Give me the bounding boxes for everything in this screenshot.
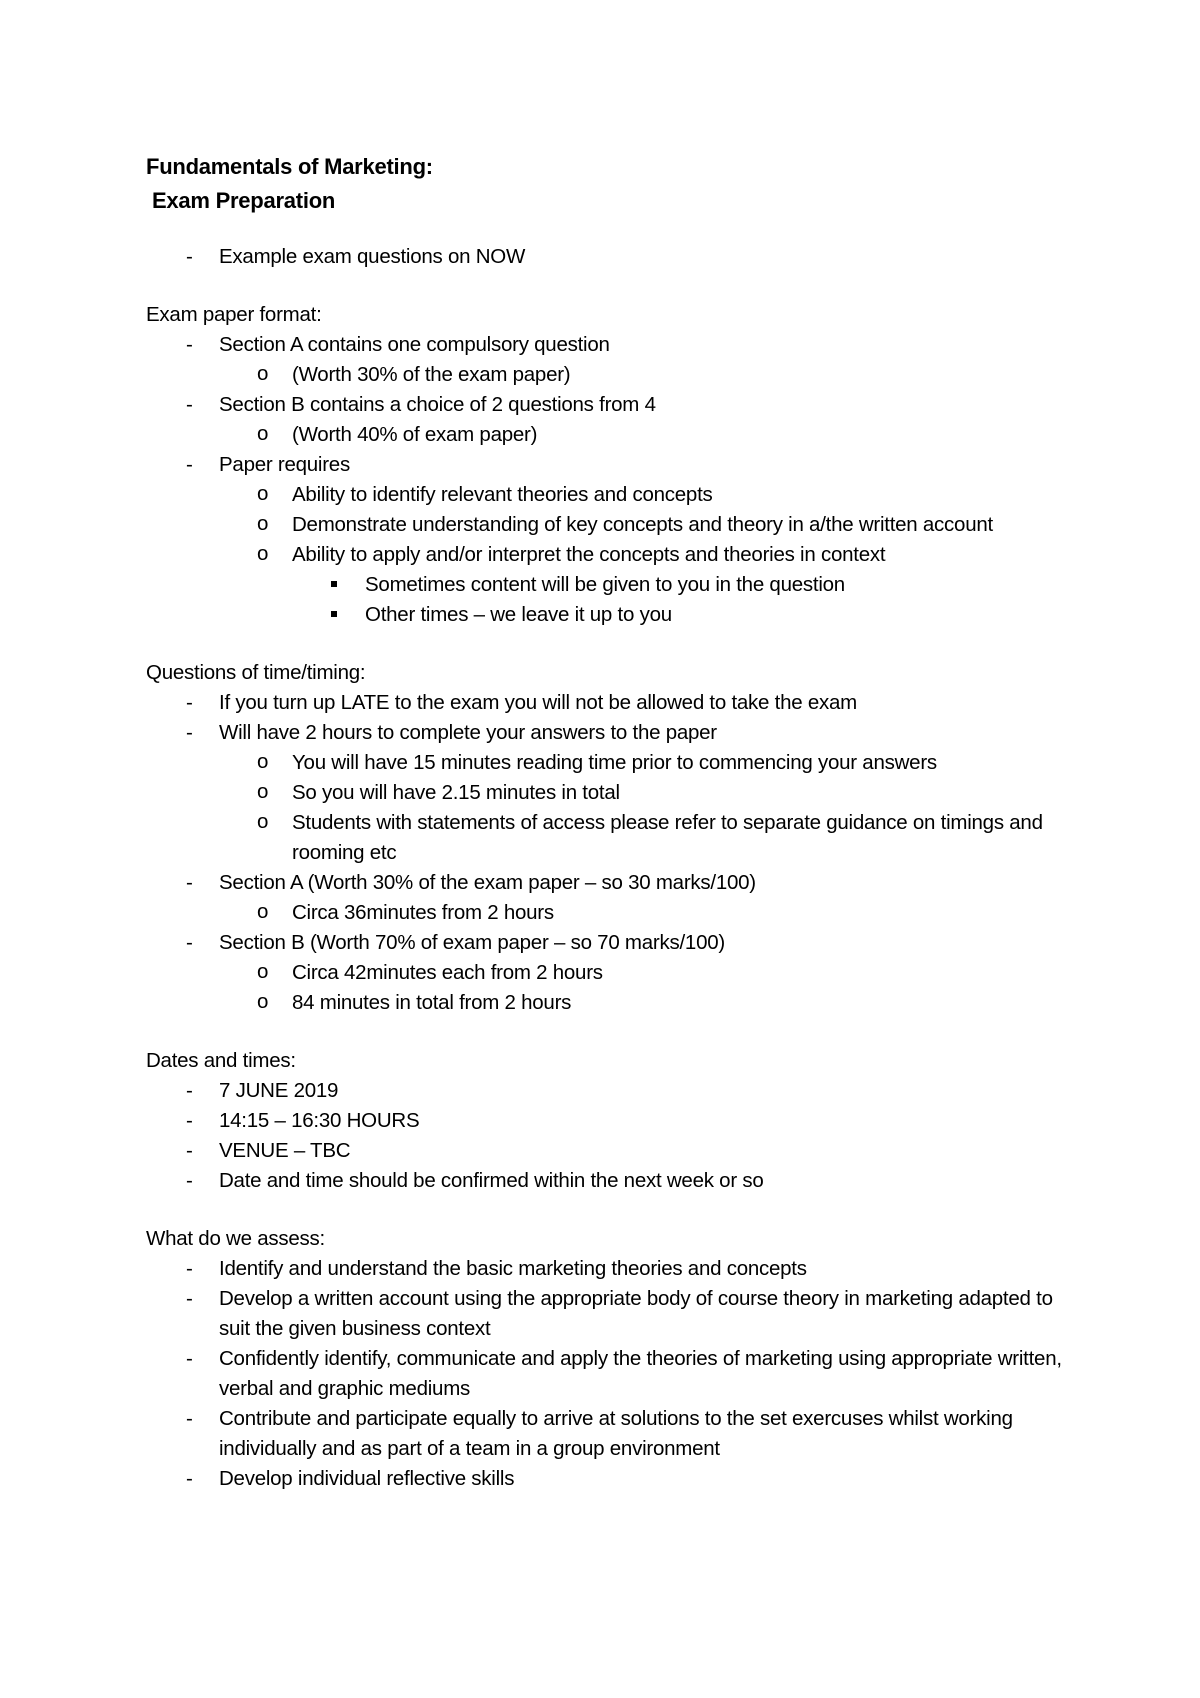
sub-list-item: o (Worth 30% of the exam paper)	[219, 360, 1066, 390]
sub-sub-list-item: Sometimes content will be given to you in the question	[292, 570, 1066, 600]
list-item: - 7 JUNE 2019	[146, 1076, 1066, 1106]
sub-list-item: o Demonstrate understanding of key concepts and theory in a/the written account	[219, 510, 1066, 540]
document-title: Fundamentals of Marketing:	[146, 154, 433, 179]
list-item: - Develop a written account using the appropriate body of course theory in marketing adapted to suit the given business context	[146, 1284, 1066, 1344]
list-item: - Will have 2 hours to complete your answers to the paper o You will have 15 minutes reading time prior to commencing your answers o So you will have 2.15 minutes in total o Students with statements of access please refer to separate guidance on timings and rooming etc	[146, 718, 1066, 868]
list-item: - Section A (Worth 30% of the exam paper – so 30 marks/100) o Circa 36minutes from 2 hours	[146, 868, 1066, 928]
list-item: - If you turn up LATE to the exam you will not be allowed to take the exam	[146, 688, 1066, 718]
list-item: - Section B (Worth 70% of exam paper – so 70 marks/100) o Circa 42minutes each from 2 hours o 84 minutes in total from 2 hours	[146, 928, 1066, 1018]
sub-sub-list-item: Other times – we leave it up to you	[292, 600, 1066, 630]
section-heading-assess: What do we assess:	[146, 1227, 325, 1250]
sub-list-item: o (Worth 40% of exam paper)	[219, 420, 1066, 450]
sub-list-item: o Ability to identify relevant theories and concepts	[219, 480, 1066, 510]
sub-list-item: o Ability to apply and/or interpret the concepts and theories in context Sometimes content will be given to you in the question Other times – we leave it up to you	[219, 540, 1066, 630]
sub-list-item: o So you will have 2.15 minutes in total	[219, 778, 1066, 808]
document-subtitle: Exam Preparation	[152, 188, 336, 213]
list-item: - 14:15 – 16:30 HOURS	[146, 1106, 1066, 1136]
sub-list-item: o Students with statements of access please refer to separate guidance on timings and rooming etc	[219, 808, 1066, 868]
list-item: - Date and time should be confirmed within the next week or so	[146, 1166, 1066, 1196]
list-item: - Section B contains a choice of 2 questions from 4 o (Worth 40% of exam paper)	[146, 390, 1066, 450]
assess-list	[146, 1254, 1066, 1494]
section-heading-format: Exam paper format:	[146, 303, 322, 326]
list-item: - Example exam questions on NOW	[146, 242, 1066, 272]
timing-list	[146, 688, 1066, 1018]
sub-list-item: o 84 minutes in total from 2 hours	[219, 988, 1066, 1018]
document-page	[146, 150, 1066, 1494]
sub-list-item: o You will have 15 minutes reading time prior to commencing your answers	[219, 748, 1066, 778]
section-heading-dates: Dates and times:	[146, 1049, 296, 1072]
sub-list-item: o Circa 36minutes from 2 hours	[219, 898, 1066, 928]
section-heading-timing: Questions of time/timing:	[146, 661, 366, 684]
format-list	[146, 330, 1066, 630]
list-item: - Section A contains one compulsory question o (Worth 30% of the exam paper)	[146, 330, 1066, 390]
list-item: - Contribute and participate equally to arrive at solutions to the set exercuses whilst working individually and as part of a team in a group environment	[146, 1404, 1066, 1464]
list-item: - Develop individual reflective skills	[146, 1464, 1066, 1494]
intro-list	[146, 242, 1066, 272]
sub-list-item: o Circa 42minutes each from 2 hours	[219, 958, 1066, 988]
dates-list	[146, 1076, 1066, 1196]
list-item: - Identify and understand the basic marketing theories and concepts	[146, 1254, 1066, 1284]
list-item: - Paper requires o Ability to identify relevant theories and concepts o Demonstrate understanding of key concepts and theory in a/the written account o Ability to apply and/or interpret the concepts and theories in context Sometimes content will be given to you in the question Other times – we leave it up to you	[146, 450, 1066, 630]
list-item: - VENUE – TBC	[146, 1136, 1066, 1166]
list-item: - Confidently identify, communicate and apply the theories of marketing using appropriate written, verbal and graphic mediums	[146, 1344, 1066, 1404]
